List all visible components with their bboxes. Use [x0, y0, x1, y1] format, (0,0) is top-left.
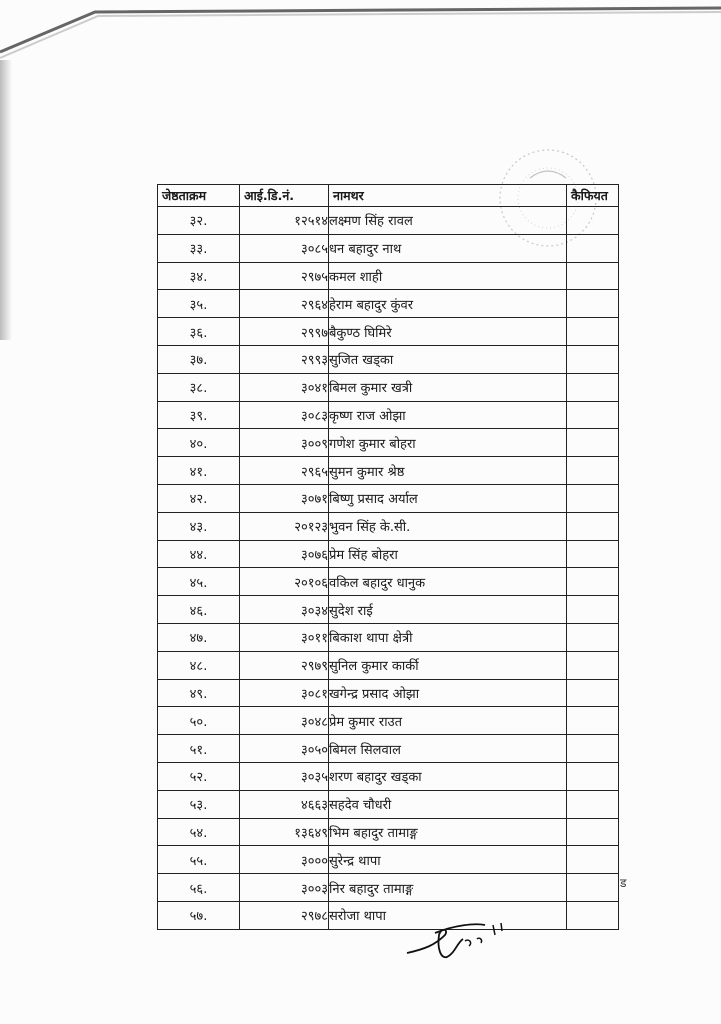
- remarks-cell: [567, 484, 619, 512]
- name-cell: बिष्णु प्रसाद अर्याल: [329, 484, 567, 512]
- table-header-row: [158, 185, 619, 207]
- id-number-cell: ३०५०: [240, 735, 329, 763]
- rank-cell: ३४.: [158, 262, 240, 290]
- table-row: [158, 651, 619, 679]
- id-number-cell: १२५१४: [240, 207, 329, 235]
- id-number-cell: २९६५: [240, 457, 329, 485]
- name-cell: हेराम बहादुर कुंवर: [329, 290, 567, 318]
- rank-cell: ५६.: [158, 874, 240, 902]
- id-number-cell: ३०८३: [240, 401, 329, 429]
- table-row: [158, 846, 619, 874]
- remarks-cell: [567, 540, 619, 568]
- table-row: [158, 234, 619, 262]
- id-number-cell: ३०४८: [240, 707, 329, 735]
- remarks-cell: [567, 234, 619, 262]
- remarks-cell: [567, 457, 619, 485]
- table-row: [158, 512, 619, 540]
- table-row: [158, 568, 619, 596]
- header-remarks: कैफियत: [567, 185, 619, 207]
- remarks-cell: [567, 568, 619, 596]
- remarks-cell: [567, 735, 619, 763]
- name-cell: भिम बहादुर तामाङ्ग: [329, 818, 567, 846]
- remarks-cell: [567, 679, 619, 707]
- name-cell: शरण बहादुर खड्का: [329, 762, 567, 790]
- remarks-cell: [567, 623, 619, 651]
- remarks-cell: [567, 651, 619, 679]
- id-number-cell: २९७५: [240, 262, 329, 290]
- table-row: [158, 540, 619, 568]
- table-row: [158, 762, 619, 790]
- rank-cell: ४६.: [158, 596, 240, 624]
- table-row: [158, 262, 619, 290]
- table-row: [158, 401, 619, 429]
- id-number-cell: ३००३: [240, 874, 329, 902]
- remarks-cell: [567, 290, 619, 318]
- remarks-cell: [567, 818, 619, 846]
- name-cell: सुरेन्द्र थापा: [329, 846, 567, 874]
- table-row: [158, 818, 619, 846]
- rank-cell: ५५.: [158, 846, 240, 874]
- rank-cell: ४४.: [158, 540, 240, 568]
- name-cell: सुजित खड्का: [329, 345, 567, 373]
- rank-cell: ३७.: [158, 345, 240, 373]
- name-cell: सुमन कुमार श्रेष्ठ: [329, 457, 567, 485]
- rank-cell: ४९.: [158, 679, 240, 707]
- header-name: नामथर: [329, 185, 567, 207]
- remarks-cell: [567, 429, 619, 457]
- table-row: [158, 707, 619, 735]
- id-number-cell: २९७८: [240, 901, 329, 929]
- rank-cell: ५३.: [158, 790, 240, 818]
- rank-cell: ४०.: [158, 429, 240, 457]
- id-number-cell: ३००९: [240, 429, 329, 457]
- id-number-cell: २०१०६: [240, 568, 329, 596]
- header-id-number: आई.डि.नं.: [240, 185, 329, 207]
- table-row: [158, 790, 619, 818]
- remarks-cell: [567, 707, 619, 735]
- name-cell: सहदेव चौधरी: [329, 790, 567, 818]
- table-row: [158, 901, 619, 929]
- handwritten-signature: [405, 905, 530, 965]
- name-cell: गणेश कुमार बोहरा: [329, 429, 567, 457]
- rank-cell: ४२.: [158, 484, 240, 512]
- name-cell: बिमल सिलवाल: [329, 735, 567, 763]
- rank-cell: ४३.: [158, 512, 240, 540]
- id-number-cell: १३६४९: [240, 818, 329, 846]
- remarks-cell: [567, 373, 619, 401]
- rank-cell: ३८.: [158, 373, 240, 401]
- table-row: [158, 290, 619, 318]
- name-cell: बिकाश थापा क्षेत्री: [329, 623, 567, 651]
- table-row: [158, 735, 619, 763]
- name-cell: सुनिल कुमार कार्की: [329, 651, 567, 679]
- id-number-cell: ३०११: [240, 623, 329, 651]
- name-cell: बिमल कुमार खत्री: [329, 373, 567, 401]
- remarks-cell: [567, 512, 619, 540]
- remarks-cell: [567, 874, 619, 902]
- id-number-cell: ३०४१: [240, 373, 329, 401]
- rank-cell: ३३.: [158, 234, 240, 262]
- remarks-cell: [567, 207, 619, 235]
- table-row: [158, 373, 619, 401]
- name-cell: भुवन सिंह के.सी.: [329, 512, 567, 540]
- id-number-cell: ३०७१: [240, 484, 329, 512]
- table-row: [158, 623, 619, 651]
- rank-cell: ४१.: [158, 457, 240, 485]
- table-row: [158, 484, 619, 512]
- header-seniority: जेष्ठताक्रम: [158, 185, 240, 207]
- name-cell: सुदेश राई: [329, 596, 567, 624]
- rank-cell: ५१.: [158, 735, 240, 763]
- name-cell: प्रेम सिंह बोहरा: [329, 540, 567, 568]
- remarks-cell: [567, 401, 619, 429]
- name-cell: धन बहादुर नाथ: [329, 234, 567, 262]
- remarks-cell: [567, 596, 619, 624]
- seniority-roster-table: [157, 184, 619, 930]
- name-cell: वकिल बहादुर धानुक: [329, 568, 567, 596]
- table-row: [158, 429, 619, 457]
- remarks-cell: [567, 318, 619, 346]
- name-cell: सरोजा थापा: [329, 901, 567, 929]
- rank-cell: ५७.: [158, 901, 240, 929]
- remarks-cell: [567, 762, 619, 790]
- scan-corner-edge: [0, 0, 721, 80]
- rank-cell: ३५.: [158, 290, 240, 318]
- rank-cell: ३९.: [158, 401, 240, 429]
- rank-cell: ५४.: [158, 818, 240, 846]
- table-row: [158, 874, 619, 902]
- id-number-cell: २९६४: [240, 290, 329, 318]
- id-number-cell: २९९७: [240, 318, 329, 346]
- remarks-cell: [567, 262, 619, 290]
- id-number-cell: ३०३५: [240, 762, 329, 790]
- id-number-cell: २९९३: [240, 345, 329, 373]
- name-cell: खगेन्द्र प्रसाद ओझा: [329, 679, 567, 707]
- id-number-cell: २९७९: [240, 651, 329, 679]
- id-number-cell: ३०००: [240, 846, 329, 874]
- margin-mark: ड: [620, 876, 627, 890]
- remarks-cell: [567, 790, 619, 818]
- table-row: [158, 345, 619, 373]
- table-row: [158, 457, 619, 485]
- rank-cell: ३२.: [158, 207, 240, 235]
- id-number-cell: ४६६३: [240, 790, 329, 818]
- name-cell: प्रेम कुमार राउत: [329, 707, 567, 735]
- name-cell: बैकुण्ठ घिमिरे: [329, 318, 567, 346]
- id-number-cell: ३०३४: [240, 596, 329, 624]
- rank-cell: ५२.: [158, 762, 240, 790]
- name-cell: कृष्ण राज ओझा: [329, 401, 567, 429]
- table-row: [158, 207, 619, 235]
- rank-cell: ५०.: [158, 707, 240, 735]
- rank-cell: ४७.: [158, 623, 240, 651]
- id-number-cell: २०१२३: [240, 512, 329, 540]
- remarks-cell: [567, 846, 619, 874]
- id-number-cell: ३०८५: [240, 234, 329, 262]
- remarks-cell: [567, 901, 619, 929]
- name-cell: निर बहादुर तामाङ्ग: [329, 874, 567, 902]
- name-cell: कमल शाही: [329, 262, 567, 290]
- table-row: [158, 596, 619, 624]
- rank-cell: ४८.: [158, 651, 240, 679]
- rank-cell: ३६.: [158, 318, 240, 346]
- id-number-cell: ३०८१: [240, 679, 329, 707]
- table-row: [158, 679, 619, 707]
- name-cell: लक्ष्मण सिंह रावल: [329, 207, 567, 235]
- remarks-cell: [567, 345, 619, 373]
- table-row: [158, 318, 619, 346]
- id-number-cell: ३०७६: [240, 540, 329, 568]
- rank-cell: ४५.: [158, 568, 240, 596]
- scan-left-shadow: [0, 60, 12, 340]
